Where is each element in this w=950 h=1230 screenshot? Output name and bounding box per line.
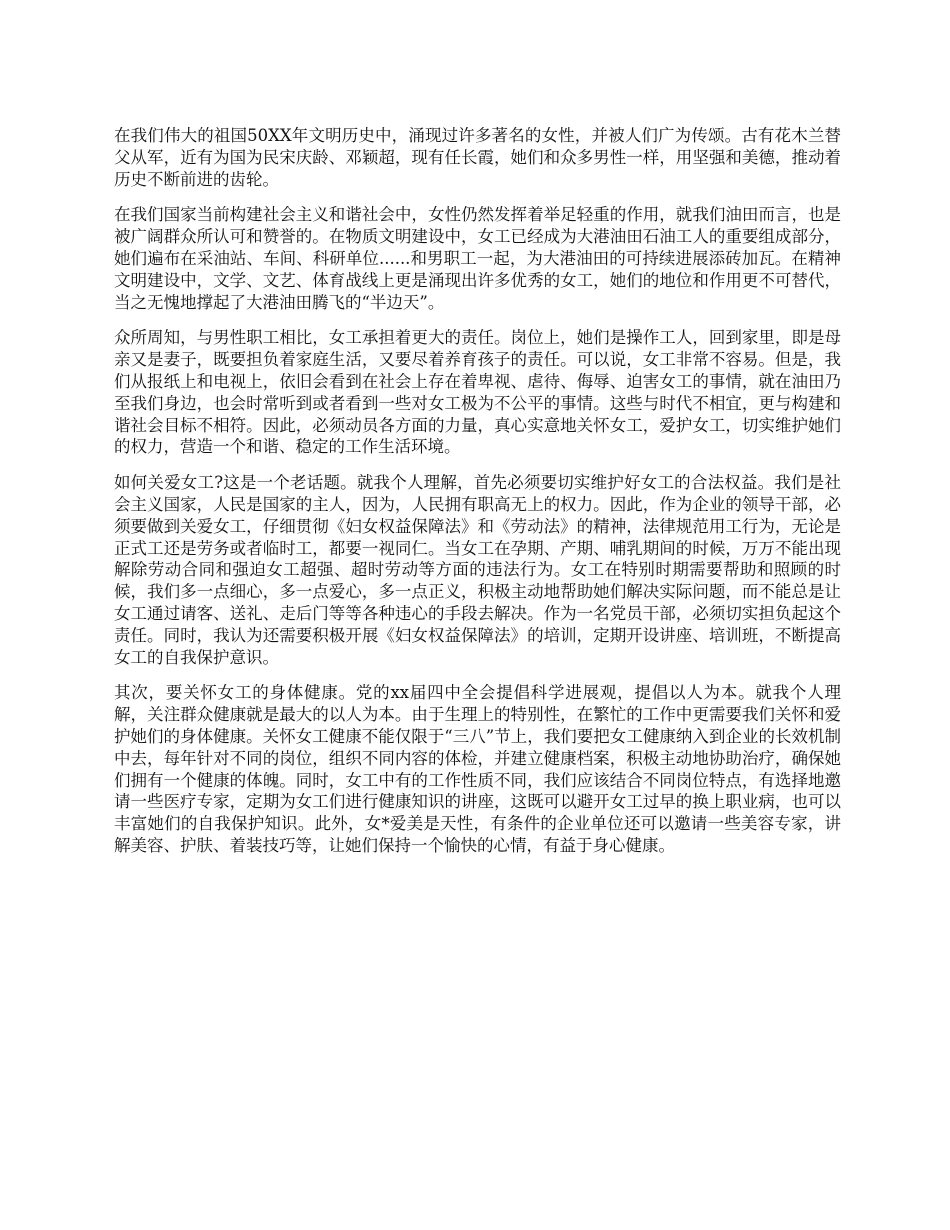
paragraph-1: 在我们伟大的祖国50XX年文明历史中，涌现过许多著名的女性，并被人们广为传颂。古有花木兰替父从军，近有为国为民宋庆龄、邓颖超，现有任长霞，她们和众多男性一样，用坚强和美德，推动着历史不断前进的齿轮。 bbox=[114, 126, 841, 189]
document-body bbox=[114, 125, 841, 871]
paragraph-2: 在我们国家当前构建社会主义和谐社会中，女性仍然发挥着举足轻重的作用，就我们油田而言，也是被广阔群众所认可和赞誉的。在物质文明建设中，女工已经成为大港油田石油工人的重要组成部分，她们遍布在采油站、车间、科研单位......和男职工一起，为大港油田的可持续进展添砖加瓦。在精神文明建设中，文学、文艺、体育战线上更是涌现出许多优秀的女工，她们的地位和作用更不可替代，当之无愧地撑起了大港油田腾飞的“半边天”。 bbox=[114, 205, 841, 312]
paragraph-3: 众所周知，与男性职工相比，女工承担着更大的责任。岗位上，她们是操作工人，回到家里，即是母亲又是妻子，既要担负着家庭生活，又要尽着养育孩子的责任。可以说，女工非常不容易。但是，我们从报纸上和电视上，依旧会看到在社会上存在着卑视、虐待、侮辱、迫害女工的事情，就在油田乃至我们身边，也会时常听到或者看到一些对女工极为不公平的事情。这些与时代不相宜，更与构建和谐社会目标不相符。因此，必须动员各方面的力量，真心实意地关怀女工，爱护女工，切实维护她们的权力，营造一个和谐、稳定的工作生活环境。 bbox=[114, 328, 841, 457]
paragraph-4: 如何关爱女工?这是一个老话题。就我个人理解，首先必须要切实维护好女工的合法权益。我们是社会主义国家，人民是国家的主人，因为，人民拥有职高无上的权力。因此，作为企业的领导干部，必须要做到关爱女工，仔细贯彻《妇女权益保障法》和《劳动法》的精神，法律规范用工行为，无论是正式工还是劳务或者临时工，都要一视同仁。当女工在孕期、产期、哺乳期间的时候，万万不能出现解除劳动合同和强迫女工超强、超时劳动等方面的违法行为。女工在特别时期需要帮助和照顾的时候，我们多一点细心，多一点爱心，多一点正义，积极主动地帮助她们解决实际问题，而不能总是让女工通过请客、送礼、走后门等等各种违心的手段去解决。作为一名党员干部，必须切实担负起这个责任。同时，我认为还需要积极开展《妇女权益保障法》的培训，定期开设讲座、培训班，不断提高女工的自我保护意识。 bbox=[114, 473, 841, 667]
paragraph-5: 其次，要关怀女工的身体健康。党的xx届四中全会提倡科学进展观，提倡以人为本。就我个人理解，关注群众健康就是最大的以人为本。由于生理上的特别性，在繁忙的工作中更需要我们关怀和爱护她们的身体健康。关怀女工健康不能仅限于“三八”节上，我们要把女工健康纳入到企业的长效机制中去，每年针对不同的岗位，组织不同内容的体检，并建立健康档案，积极主动地协助治疗，确保她们拥有一个健康的体魄。同时，女工中有的工作性质不同，我们应该结合不同岗位特点，有选择地邀请一些医疗专家，定期为女工们进行健康知识的讲座，这既可以避开女工过早的换上职业病，也可以丰富她们的自我保护知识。此外，女*爱美是天性，有条件的企业单位还可以邀请一些美容专家，讲解美容、护肤、着装技巧等，让她们保持一个愉快的心情，有益于身心健康。 bbox=[114, 683, 841, 855]
